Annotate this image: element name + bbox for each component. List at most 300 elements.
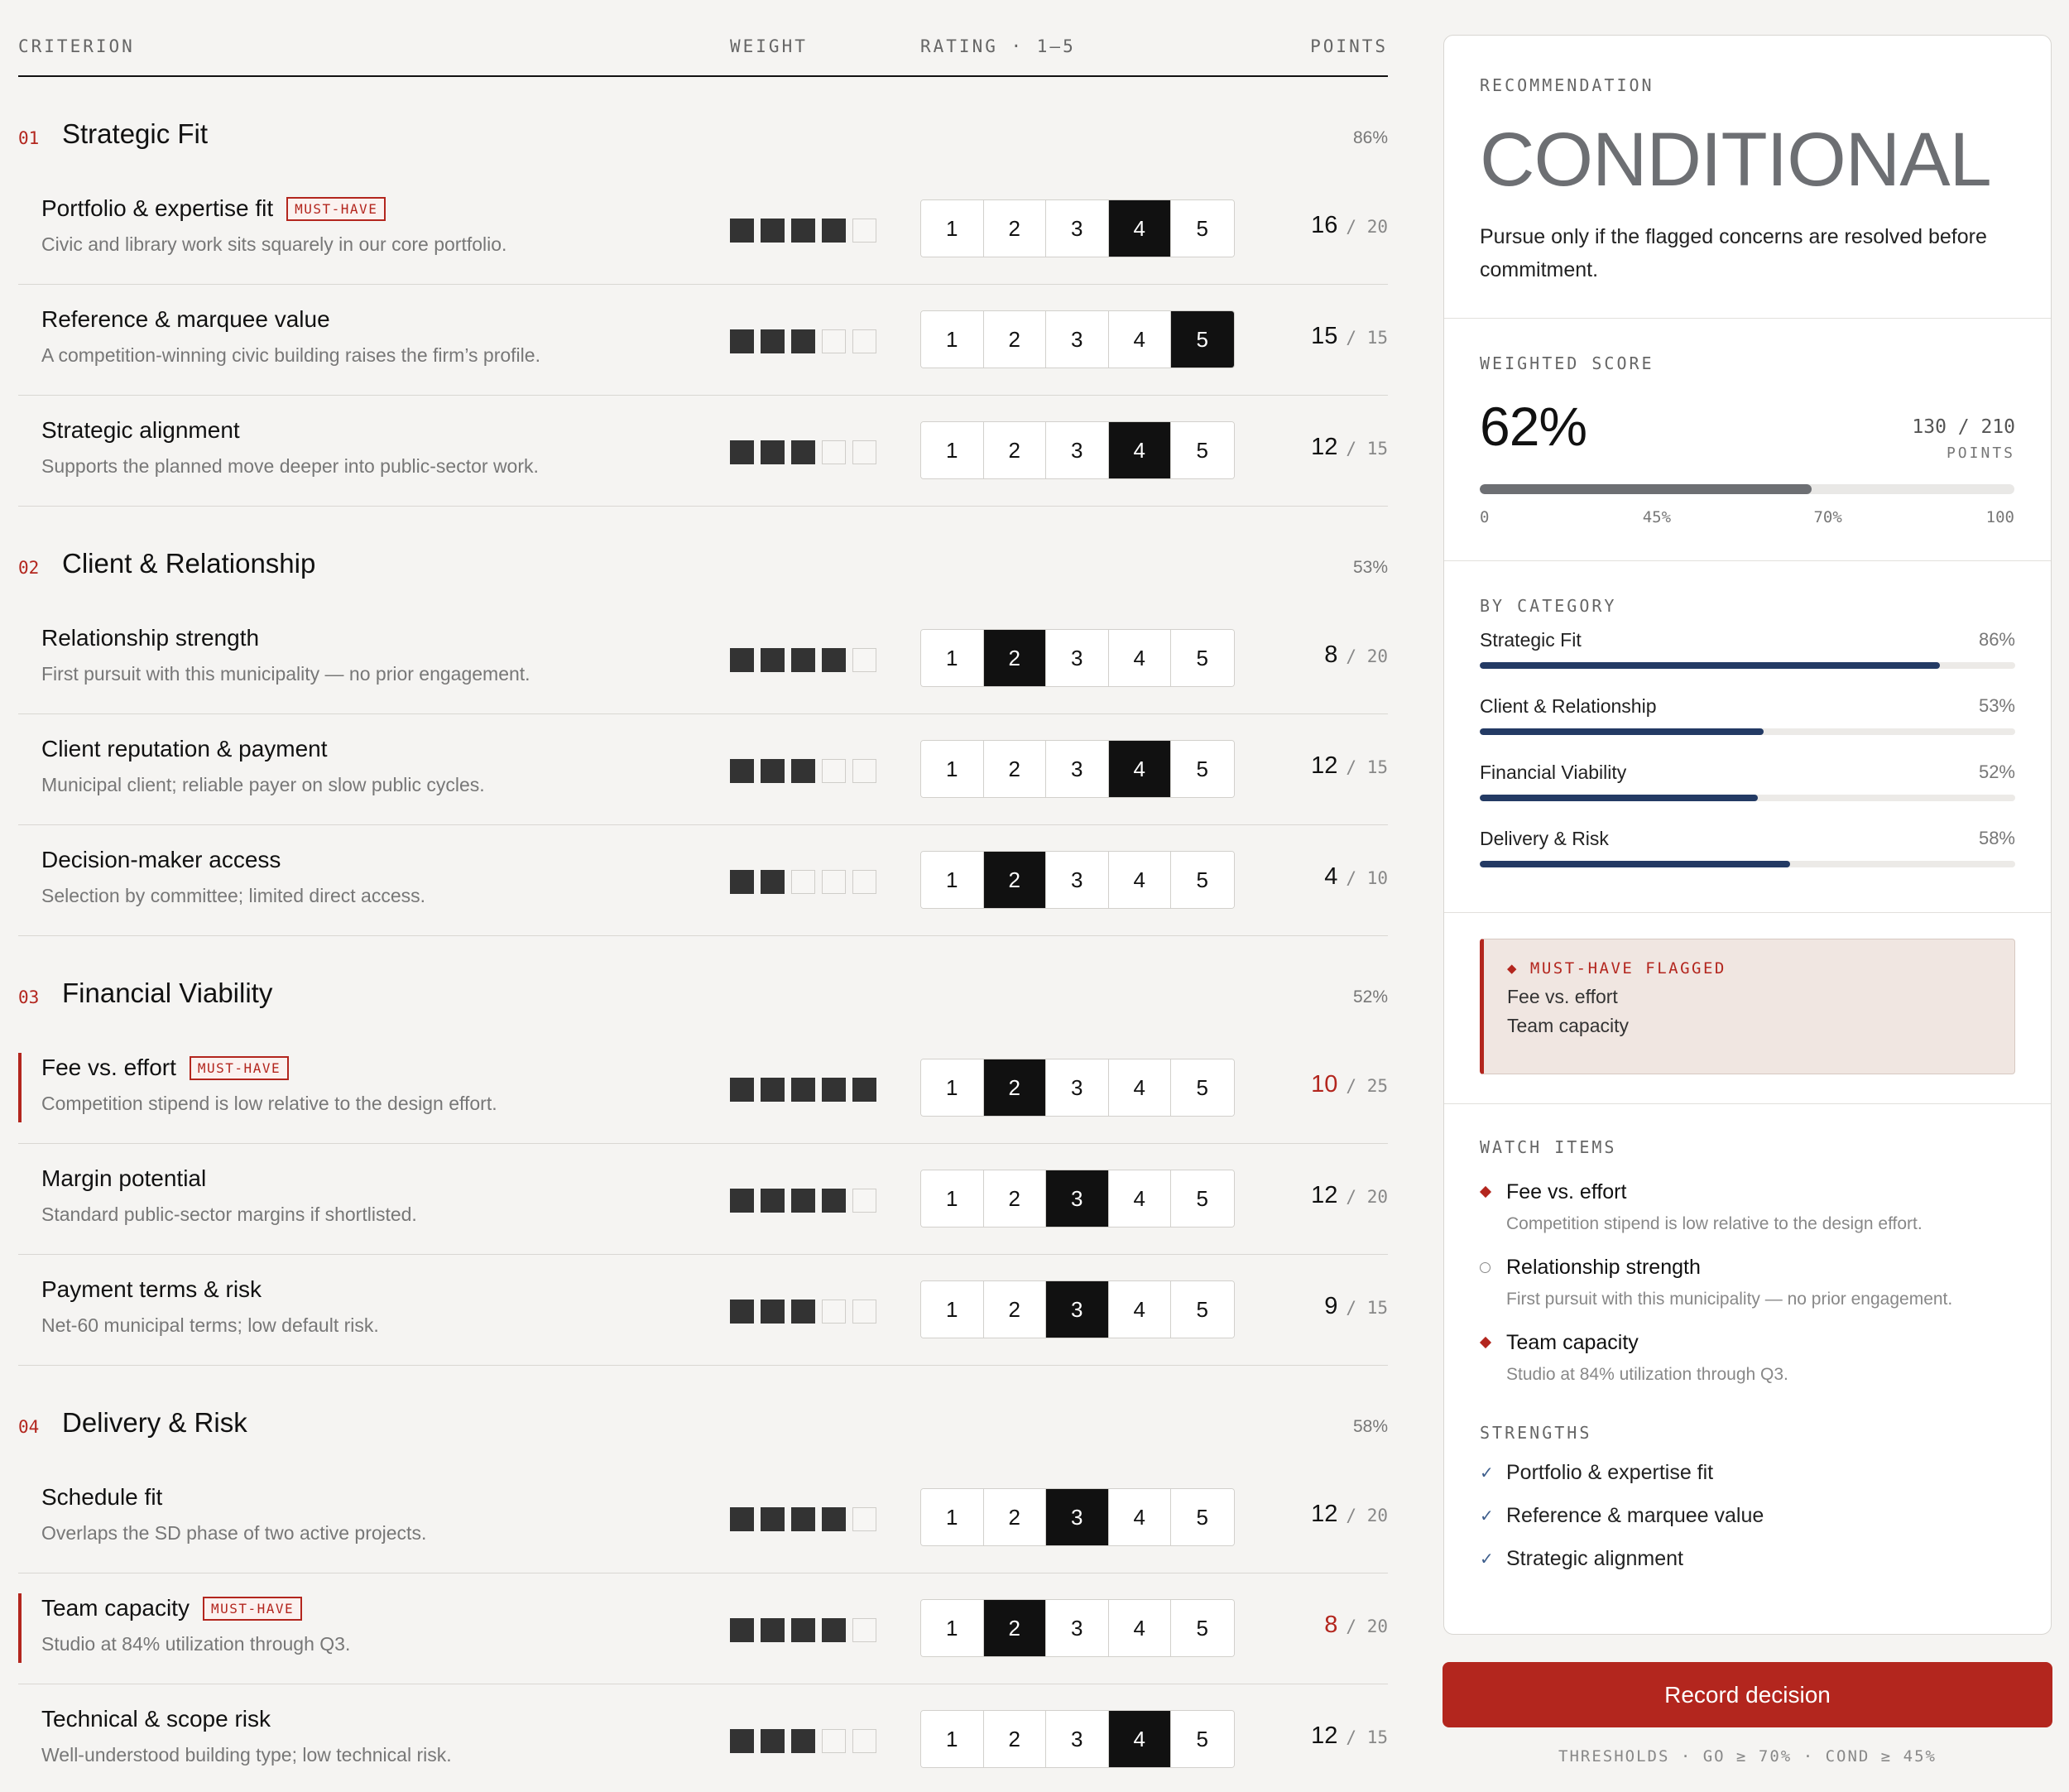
score-tick-label: 100 [1985, 508, 2014, 526]
criterion-label: Schedule fit [41, 1484, 163, 1510]
rating-option-2[interactable]: 2 [984, 200, 1047, 257]
rating-option-1[interactable]: 1 [921, 852, 984, 908]
rating-option-1[interactable]: 1 [921, 1711, 984, 1767]
weight-indicator [730, 219, 876, 243]
check-icon: ✓ [1480, 1550, 1494, 1569]
criterion-label: Payment terms & risk [41, 1276, 262, 1302]
rating-selector [920, 1488, 1235, 1546]
weight-indicator [730, 329, 876, 353]
rating-option-5[interactable]: 5 [1171, 422, 1234, 478]
weight-square-filled [791, 1078, 815, 1102]
score-points-value: 130 / 210 [1912, 416, 2015, 438]
points-value: 16 [1311, 212, 1338, 238]
weight-square-empty [852, 1618, 876, 1642]
rating-selector [920, 1599, 1235, 1657]
recommendation-panel [1443, 35, 2052, 1635]
criterion-points [1324, 641, 1388, 669]
score-ticks [1480, 508, 2014, 528]
weight-square-filled [822, 1618, 846, 1642]
criterion-row [18, 396, 1388, 507]
points-value: 12 [1311, 434, 1338, 460]
score-tick-label: 70% [1813, 508, 1842, 526]
rating-option-5[interactable]: 5 [1171, 200, 1234, 257]
weight-square-filled [791, 1618, 815, 1642]
points-max: / 20 [1346, 1187, 1388, 1207]
points-max: / 10 [1346, 868, 1388, 888]
criterion-name [41, 847, 281, 873]
watch-item-description: Competition stipend is low relative to the design effort. [1506, 1214, 1923, 1233]
rating-option-1[interactable]: 1 [921, 1489, 984, 1545]
rating-option-3[interactable]: 3 [1046, 1059, 1109, 1116]
rating-option-1[interactable]: 1 [921, 1059, 984, 1116]
weight-indicator [730, 1300, 876, 1324]
criterion-label: Team capacity [41, 1595, 190, 1621]
criterion-name [41, 736, 328, 762]
category-bar-track [1480, 662, 2015, 669]
category-bar-row [1480, 819, 2015, 886]
header-criterion: CRITERION [18, 36, 135, 56]
category-title: Client & Relationship [62, 548, 316, 579]
weight-square-filled [761, 1078, 785, 1102]
weight-square-filled [761, 648, 785, 672]
rating-option-2[interactable]: 2 [984, 1281, 1047, 1338]
criterion-description: Well-understood building type; low technical risk. [41, 1744, 452, 1766]
weight-square-empty [822, 1729, 846, 1753]
weight-indicator [730, 1507, 876, 1531]
weight-square-filled [761, 219, 785, 243]
category-bar-name: Strategic Fit [1480, 629, 1582, 651]
weighted-score-label: WEIGHTED SCORE [1480, 353, 1654, 373]
weight-square-filled [791, 1507, 815, 1531]
category-percent: 86% [1352, 128, 1388, 147]
rating-option-5[interactable]: 5 [1171, 1170, 1234, 1227]
watch-item [1480, 1331, 2015, 1383]
criterion-label: Decision-maker access [41, 847, 281, 872]
strength-label: Reference & marquee value [1506, 1504, 1764, 1527]
category-bar-percent: 52% [1978, 761, 2015, 782]
weight-square-filled [852, 1078, 876, 1102]
rating-option-5[interactable]: 5 [1171, 1281, 1234, 1338]
weight-indicator [730, 759, 876, 783]
rating-option-1[interactable]: 1 [921, 1281, 984, 1338]
category-bar-percent: 86% [1978, 629, 2015, 650]
rating-option-2[interactable]: 2 [984, 1170, 1047, 1227]
rating-option-1[interactable]: 1 [921, 741, 984, 797]
rating-selector [920, 310, 1235, 368]
criterion-name [41, 625, 259, 651]
criterion-name [41, 1595, 302, 1621]
criterion-row [18, 714, 1388, 825]
recommendation-text: Pursue only if the flagged concerns are resolved before commitment. [1480, 225, 1987, 281]
weight-square-empty [852, 759, 876, 783]
weight-square-filled [761, 870, 785, 894]
score-bar-fill [1480, 484, 1812, 494]
category-bar-row [1480, 753, 2015, 819]
criterion-name [41, 1484, 162, 1511]
rating-option-1[interactable]: 1 [921, 630, 984, 686]
strength-label: Portfolio & expertise fit [1506, 1461, 1714, 1484]
weight-square-empty [822, 1300, 846, 1324]
category-title: Financial Viability [62, 978, 273, 1008]
points-value: 12 [1311, 1182, 1338, 1208]
rating-option-4[interactable]: 4 [1109, 630, 1172, 686]
category-bar-percent: 53% [1978, 695, 2015, 716]
points-max: / 20 [1346, 646, 1388, 666]
criterion-label: Margin potential [41, 1165, 207, 1191]
points-max: / 25 [1346, 1076, 1388, 1096]
watch-item-title: Team capacity [1506, 1331, 1639, 1354]
rating-option-5[interactable]: 5 [1171, 1059, 1234, 1116]
diamond-icon [1480, 1186, 1491, 1198]
category-bar-track [1480, 861, 2015, 867]
rating-option-3[interactable]: 3 [1046, 1600, 1109, 1656]
check-icon: ✓ [1480, 1507, 1494, 1525]
rating-option-5[interactable]: 5 [1171, 741, 1234, 797]
category-percent: 52% [1352, 987, 1388, 1006]
weight-square-filled [822, 1507, 846, 1531]
criterion-label: Portfolio & expertise fit [41, 195, 274, 221]
weight-square-filled [730, 1300, 754, 1324]
rating-option-3[interactable]: 3 [1046, 422, 1109, 478]
watch-item [1480, 1256, 2015, 1308]
criterion-points [1311, 1182, 1388, 1209]
weighted-score-value: 62% [1480, 396, 1587, 457]
points-max: / 15 [1346, 1727, 1388, 1747]
by-category-label: BY CATEGORY [1480, 596, 1617, 616]
category-number: 04 [18, 1417, 40, 1437]
criterion-description: A competition-winning civic building raises the firm’s profile. [41, 344, 540, 366]
watch-items-label: WATCH ITEMS [1480, 1137, 1617, 1157]
strength-item [1480, 1547, 2015, 1572]
criterion-name [41, 195, 386, 222]
score-bar [1480, 484, 2014, 494]
criterion-name [41, 417, 240, 444]
category-bar-percent: 58% [1978, 828, 2015, 848]
rating-option-2[interactable]: 2 [984, 852, 1047, 908]
criterion-row [18, 285, 1388, 396]
header-rating: RATING · 1–5 [920, 36, 1076, 56]
rating-option-3[interactable]: 3 [1046, 852, 1109, 908]
criterion-label: Client reputation & payment [41, 736, 328, 761]
category-number: 02 [18, 558, 40, 578]
criterion-label: Technical & scope risk [41, 1706, 271, 1732]
weight-square-filled [761, 1507, 785, 1531]
criterion-description: Civic and library work sits squarely in our core portfolio. [41, 233, 507, 255]
weight-square-filled [822, 1078, 846, 1102]
category-bar-row [1480, 621, 2015, 687]
category-percent: 58% [1352, 1417, 1388, 1436]
rating-option-1[interactable]: 1 [921, 1170, 984, 1227]
score-tick-label: 0 [1480, 508, 1490, 526]
criterion-name [41, 1165, 206, 1192]
category-number: 01 [18, 128, 40, 148]
category-percent: 53% [1352, 558, 1388, 577]
criteria-table [18, 0, 1388, 1792]
rating-option-4[interactable]: 4 [1109, 311, 1172, 368]
rating-option-2[interactable]: 2 [984, 1600, 1047, 1656]
watch-item-title: Relationship strength [1506, 1256, 1701, 1279]
criterion-points [1311, 1722, 1388, 1750]
points-value: 10 [1311, 1071, 1338, 1098]
rating-selector [920, 199, 1235, 257]
rating-option-2[interactable]: 2 [984, 311, 1047, 368]
criterion-points [1311, 1501, 1388, 1528]
weight-square-empty [852, 648, 876, 672]
criterion-label: Fee vs. effort [41, 1055, 176, 1080]
criterion-points [1311, 323, 1388, 350]
rating-option-4[interactable]: 4 [1109, 1489, 1172, 1545]
rating-option-2[interactable]: 2 [984, 1489, 1047, 1545]
weight-indicator [730, 1729, 876, 1753]
weight-square-empty [852, 1189, 876, 1213]
weight-square-filled [730, 440, 754, 464]
criterion-points [1311, 752, 1388, 780]
strength-item [1480, 1461, 2015, 1486]
weight-square-empty [852, 329, 876, 353]
criterion-description: First pursuit with this municipality — no prior engagement. [41, 663, 530, 685]
criterion-description: Studio at 84% utilization through Q3. [41, 1633, 351, 1655]
rating-option-4[interactable]: 4 [1109, 1711, 1172, 1767]
criterion-row [18, 603, 1388, 714]
flagged-item: Team capacity [1507, 1015, 1630, 1036]
weight-indicator [730, 1078, 876, 1102]
weight-square-filled [730, 1729, 754, 1753]
rating-selector [920, 740, 1235, 798]
weight-indicator [730, 440, 876, 464]
flagged-item: Fee vs. effort [1507, 986, 1618, 1007]
category-bar-fill [1480, 662, 1940, 669]
weight-square-empty [852, 1507, 876, 1531]
points-max: / 20 [1346, 1617, 1388, 1636]
points-max: / 15 [1346, 757, 1388, 777]
rating-option-5[interactable]: 5 [1171, 1600, 1234, 1656]
points-max: / 15 [1346, 1298, 1388, 1318]
rating-option-4[interactable]: 4 [1109, 1059, 1172, 1116]
must-have-flag-section [1444, 913, 2051, 1104]
weight-square-empty [852, 440, 876, 464]
rating-option-1[interactable]: 1 [921, 200, 984, 257]
category-header [18, 507, 1388, 603]
weight-square-filled [761, 329, 785, 353]
criterion-row [18, 1684, 1388, 1792]
weight-square-filled [761, 1618, 785, 1642]
rating-option-5[interactable]: 5 [1171, 311, 1234, 368]
header-points: POINTS [1310, 36, 1388, 56]
rating-option-1[interactable]: 1 [921, 422, 984, 478]
rating-option-2[interactable]: 2 [984, 1711, 1047, 1767]
rating-selector [920, 1280, 1235, 1338]
criterion-name [41, 1706, 271, 1732]
weight-square-filled [730, 329, 754, 353]
rating-option-2[interactable]: 2 [984, 1059, 1047, 1116]
rating-option-4[interactable]: 4 [1109, 200, 1172, 257]
rating-selector [920, 1170, 1235, 1227]
rating-option-1[interactable]: 1 [921, 311, 984, 368]
weight-square-filled [730, 1078, 754, 1102]
weight-square-filled [791, 648, 815, 672]
criterion-name [41, 1055, 289, 1081]
weight-square-filled [730, 1618, 754, 1642]
score-points [1912, 416, 2015, 462]
diamond-icon [1480, 1337, 1491, 1348]
rating-option-4[interactable]: 4 [1109, 1281, 1172, 1338]
rating-option-3[interactable]: 3 [1046, 630, 1109, 686]
rating-option-1[interactable]: 1 [921, 1600, 984, 1656]
rating-option-3[interactable]: 3 [1046, 1711, 1109, 1767]
criterion-name [41, 1276, 262, 1303]
must-have-badge: MUST-HAVE [190, 1056, 289, 1080]
strength-item [1480, 1504, 2015, 1529]
rating-option-3[interactable]: 3 [1046, 1170, 1109, 1227]
weight-square-empty [852, 1300, 876, 1324]
weight-square-filled [730, 219, 754, 243]
criterion-label: Reference & marquee value [41, 306, 330, 332]
weight-indicator [730, 648, 876, 672]
criterion-points [1311, 1071, 1388, 1098]
recommendation-label: RECOMMENDATION [1480, 75, 1654, 95]
weight-square-empty [791, 870, 815, 894]
rating-option-5[interactable]: 5 [1171, 1711, 1234, 1767]
rating-option-4[interactable]: 4 [1109, 852, 1172, 908]
watch-item-title: Fee vs. effort [1506, 1180, 1627, 1203]
rating-option-5[interactable]: 5 [1171, 630, 1234, 686]
by-category-section [1444, 561, 2051, 913]
points-value: 8 [1324, 641, 1338, 668]
weight-indicator [730, 870, 876, 894]
points-max: / 15 [1346, 439, 1388, 459]
rating-option-3[interactable]: 3 [1046, 741, 1109, 797]
watch-item-description: Studio at 84% utilization through Q3. [1506, 1365, 1788, 1384]
rating-option-4[interactable]: 4 [1109, 1170, 1172, 1227]
rating-option-2[interactable]: 2 [984, 630, 1047, 686]
rating-selector [920, 629, 1235, 687]
circle-icon [1480, 1262, 1491, 1273]
points-max: / 20 [1346, 1506, 1388, 1525]
rating-option-4[interactable]: 4 [1109, 422, 1172, 478]
criterion-row [18, 1573, 1388, 1684]
record-decision-button[interactable]: Record decision [1443, 1662, 2052, 1727]
category-bar-track [1480, 795, 2015, 801]
weight-square-filled [822, 1189, 846, 1213]
rating-option-3[interactable]: 3 [1046, 1281, 1109, 1338]
weight-indicator [730, 1189, 876, 1213]
weight-square-filled [730, 759, 754, 783]
watch-item-description: First pursuit with this municipality — no prior engagement. [1506, 1290, 1953, 1309]
criterion-description: Net-60 municipal terms; low default risk. [41, 1314, 379, 1336]
criterion-points [1324, 1293, 1388, 1320]
criterion-label: Relationship strength [41, 625, 260, 651]
category-header [18, 936, 1388, 1033]
rating-option-4[interactable]: 4 [1109, 1600, 1172, 1656]
rating-selector [920, 1059, 1235, 1117]
must-have-flag-title: ◆ MUST-HAVE FLAGGED [1507, 959, 1726, 978]
rating-option-4[interactable]: 4 [1109, 741, 1172, 797]
weight-square-empty [852, 870, 876, 894]
category-bar-row [1480, 687, 2015, 753]
table-header [18, 0, 1388, 77]
criterion-row [18, 1463, 1388, 1573]
category-header [18, 77, 1388, 174]
weight-square-empty [822, 440, 846, 464]
must-have-flag-box [1480, 939, 2015, 1074]
points-max: / 15 [1346, 328, 1388, 348]
score-tick-label: 45% [1642, 508, 1672, 526]
rating-option-3[interactable]: 3 [1046, 1489, 1109, 1545]
weight-square-empty [852, 219, 876, 243]
category-bar-name: Financial Viability [1480, 761, 1627, 783]
weight-square-filled [791, 219, 815, 243]
header-weight: WEIGHT [730, 36, 808, 56]
points-value: 9 [1324, 1293, 1338, 1319]
check-icon: ✓ [1480, 1464, 1494, 1482]
weight-square-filled [822, 219, 846, 243]
category-bar-name: Client & Relationship [1480, 695, 1657, 717]
criterion-row [18, 1144, 1388, 1255]
weight-square-filled [761, 440, 785, 464]
must-have-badge: MUST-HAVE [203, 1597, 302, 1621]
weighted-score-section [1444, 319, 2051, 561]
criterion-description: Municipal client; reliable payer on slow public cycles. [41, 774, 485, 795]
rating-selector [920, 1710, 1235, 1768]
weight-square-filled [791, 1189, 815, 1213]
weight-square-empty [852, 1729, 876, 1753]
criterion-row [18, 825, 1388, 936]
category-title: Delivery & Risk [62, 1407, 247, 1438]
weight-square-filled [791, 1729, 815, 1753]
rating-selector [920, 851, 1235, 909]
weight-square-filled [730, 1507, 754, 1531]
criterion-description: Competition stipend is low relative to the design effort. [41, 1093, 497, 1114]
rating-option-2[interactable]: 2 [984, 741, 1047, 797]
strengths-label: STRENGTHS [1480, 1423, 1592, 1443]
weight-square-filled [761, 759, 785, 783]
points-value: 15 [1311, 323, 1338, 349]
rating-selector [920, 421, 1235, 479]
criterion-label: Strategic alignment [41, 417, 240, 443]
category-bar-track [1480, 728, 2015, 735]
weight-square-filled [791, 329, 815, 353]
weight-square-filled [791, 1300, 815, 1324]
criterion-description: Selection by committee; limited direct access. [41, 885, 426, 906]
category-bar-name: Delivery & Risk [1480, 828, 1609, 849]
rating-option-3[interactable]: 3 [1046, 200, 1109, 257]
weight-square-filled [761, 1729, 785, 1753]
category-bar-fill [1480, 861, 1790, 867]
points-max: / 20 [1346, 217, 1388, 237]
rating-option-5[interactable]: 5 [1171, 852, 1234, 908]
category-bar-fill [1480, 728, 1764, 735]
rating-option-2[interactable]: 2 [984, 422, 1047, 478]
watch-item [1480, 1180, 2015, 1232]
category-header [18, 1366, 1388, 1463]
criterion-row [18, 1033, 1388, 1144]
weight-square-filled [730, 648, 754, 672]
points-value: 4 [1324, 863, 1338, 890]
must-have-badge: MUST-HAVE [286, 197, 386, 221]
weight-square-filled [730, 1189, 754, 1213]
points-value: 8 [1324, 1612, 1338, 1638]
rating-option-5[interactable]: 5 [1171, 1489, 1234, 1545]
weight-square-filled [791, 759, 815, 783]
rating-option-3[interactable]: 3 [1046, 311, 1109, 368]
score-points-label: POINTS [1946, 444, 2015, 462]
points-value: 12 [1311, 1501, 1338, 1527]
weight-square-filled [822, 648, 846, 672]
criterion-description: Standard public-sector margins if shortlisted. [41, 1203, 417, 1225]
strength-label: Strategic alignment [1506, 1547, 1684, 1570]
thresholds-note: THRESHOLDS · GO ≥ 70% · COND ≥ 45% [1558, 1747, 1937, 1766]
criterion-description: Overlaps the SD phase of two active projects. [41, 1522, 427, 1544]
